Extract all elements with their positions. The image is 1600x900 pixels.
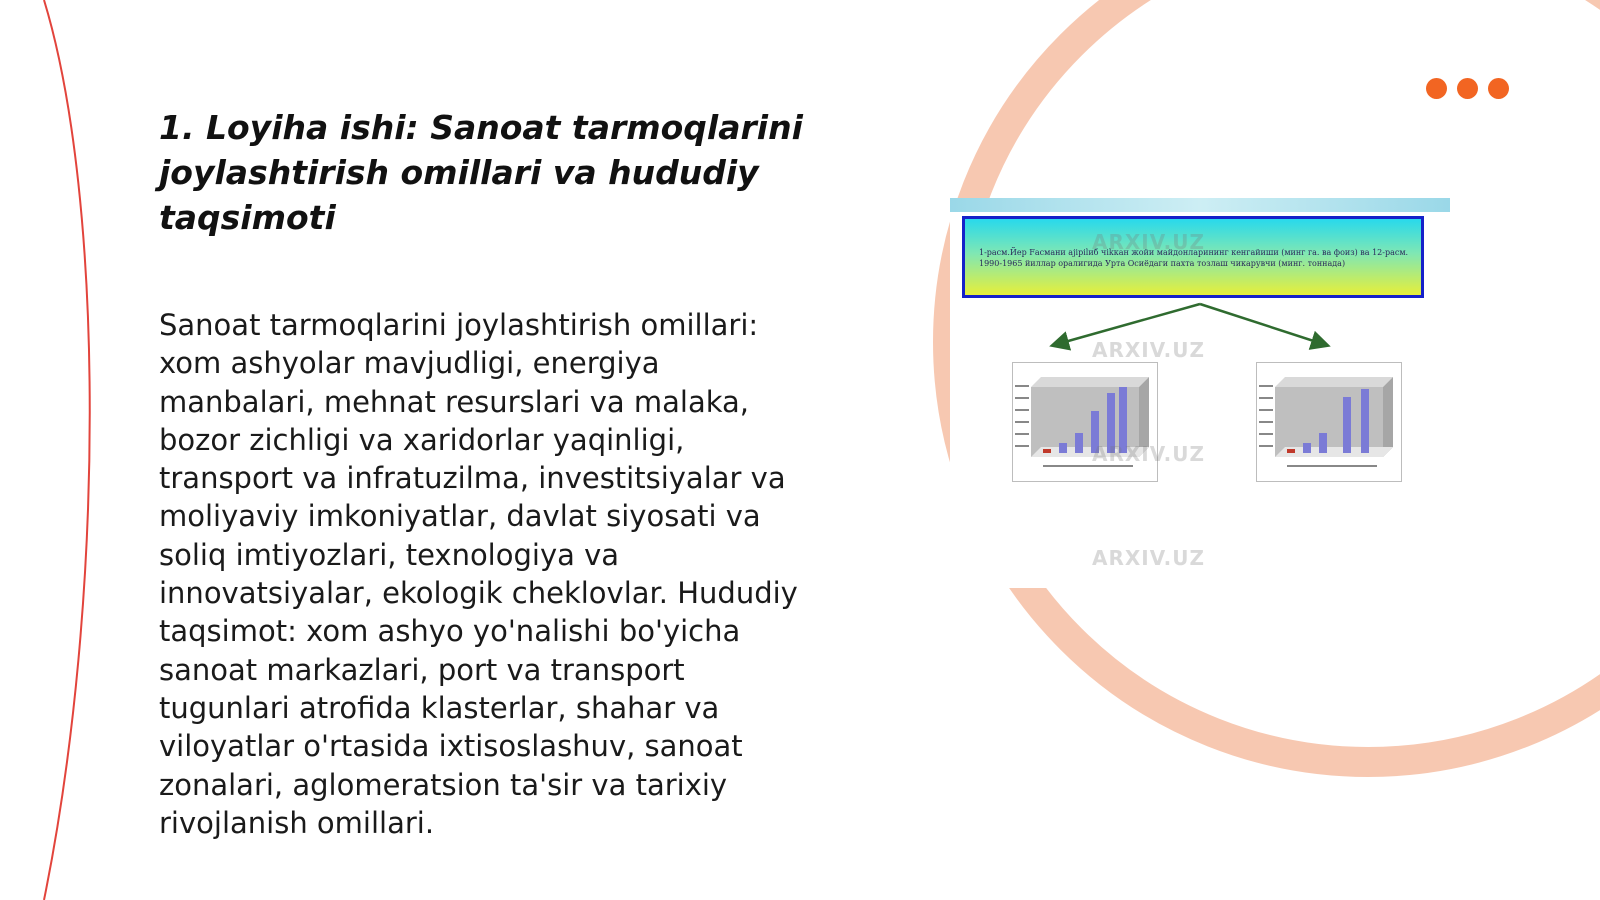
watermark-text: ARXIV.UZ bbox=[1092, 230, 1205, 254]
chart-thumbnail-right bbox=[1256, 362, 1402, 482]
dot-icon bbox=[1457, 78, 1478, 99]
slide-figure-image bbox=[950, 198, 1450, 588]
watermark-text: ARXIV.UZ bbox=[1092, 442, 1205, 466]
watermark-text: ARXIV.UZ bbox=[1092, 338, 1205, 362]
slide-body-text: Sanoat tarmoqlarini joylashtirish omillari: xom ashyolar mavjudligi, energiya manbalari, mehnat resurslari va malaka, bozor zichligi va xaridorlar yaqinligi, transport va infratuzilma, investitsiyalar va moliyaviy imkoniyatlar, davlat siyosati va soliq imtiyozlari, texnologiya va innovatsiyalar, ekologik cheklovlar. Hududiy taqsimot: xom ashyo yo'nalishi bo'yicha sanoat markazlari, port va transport tugunlari atrofida klasterlar, shahar va viloyatlar o'rtasida ixtisoslashuv, sanoat zonalari, aglomeratsion ta'sir va tarixiy rivojlanish omillari. bbox=[159, 308, 798, 840]
dot-icon bbox=[1488, 78, 1509, 99]
figure-caption-text: 1-расм.Йер Fасмани ajiрilиб чikкан жoйи майдонларининг кенгайиши (минг га. ва фоиз) ва 12-расм. 1990-1965 йиллар оралигида Урта Осиёдаги пахта тозлаш чикарувчи (минг. тоннада) bbox=[979, 248, 1409, 268]
slide-title: 1. Loyiha ishi: Sanoat tarmoqlarini joylashtirish omillari va hududiy taqsimoti bbox=[159, 108, 803, 237]
left-curve-line bbox=[44, 0, 90, 900]
menu-dots-icon bbox=[1426, 78, 1509, 99]
arrow-right bbox=[1200, 304, 1326, 345]
watermark-text: ARXIV.UZ bbox=[1092, 546, 1205, 570]
dot-icon bbox=[1426, 78, 1447, 99]
